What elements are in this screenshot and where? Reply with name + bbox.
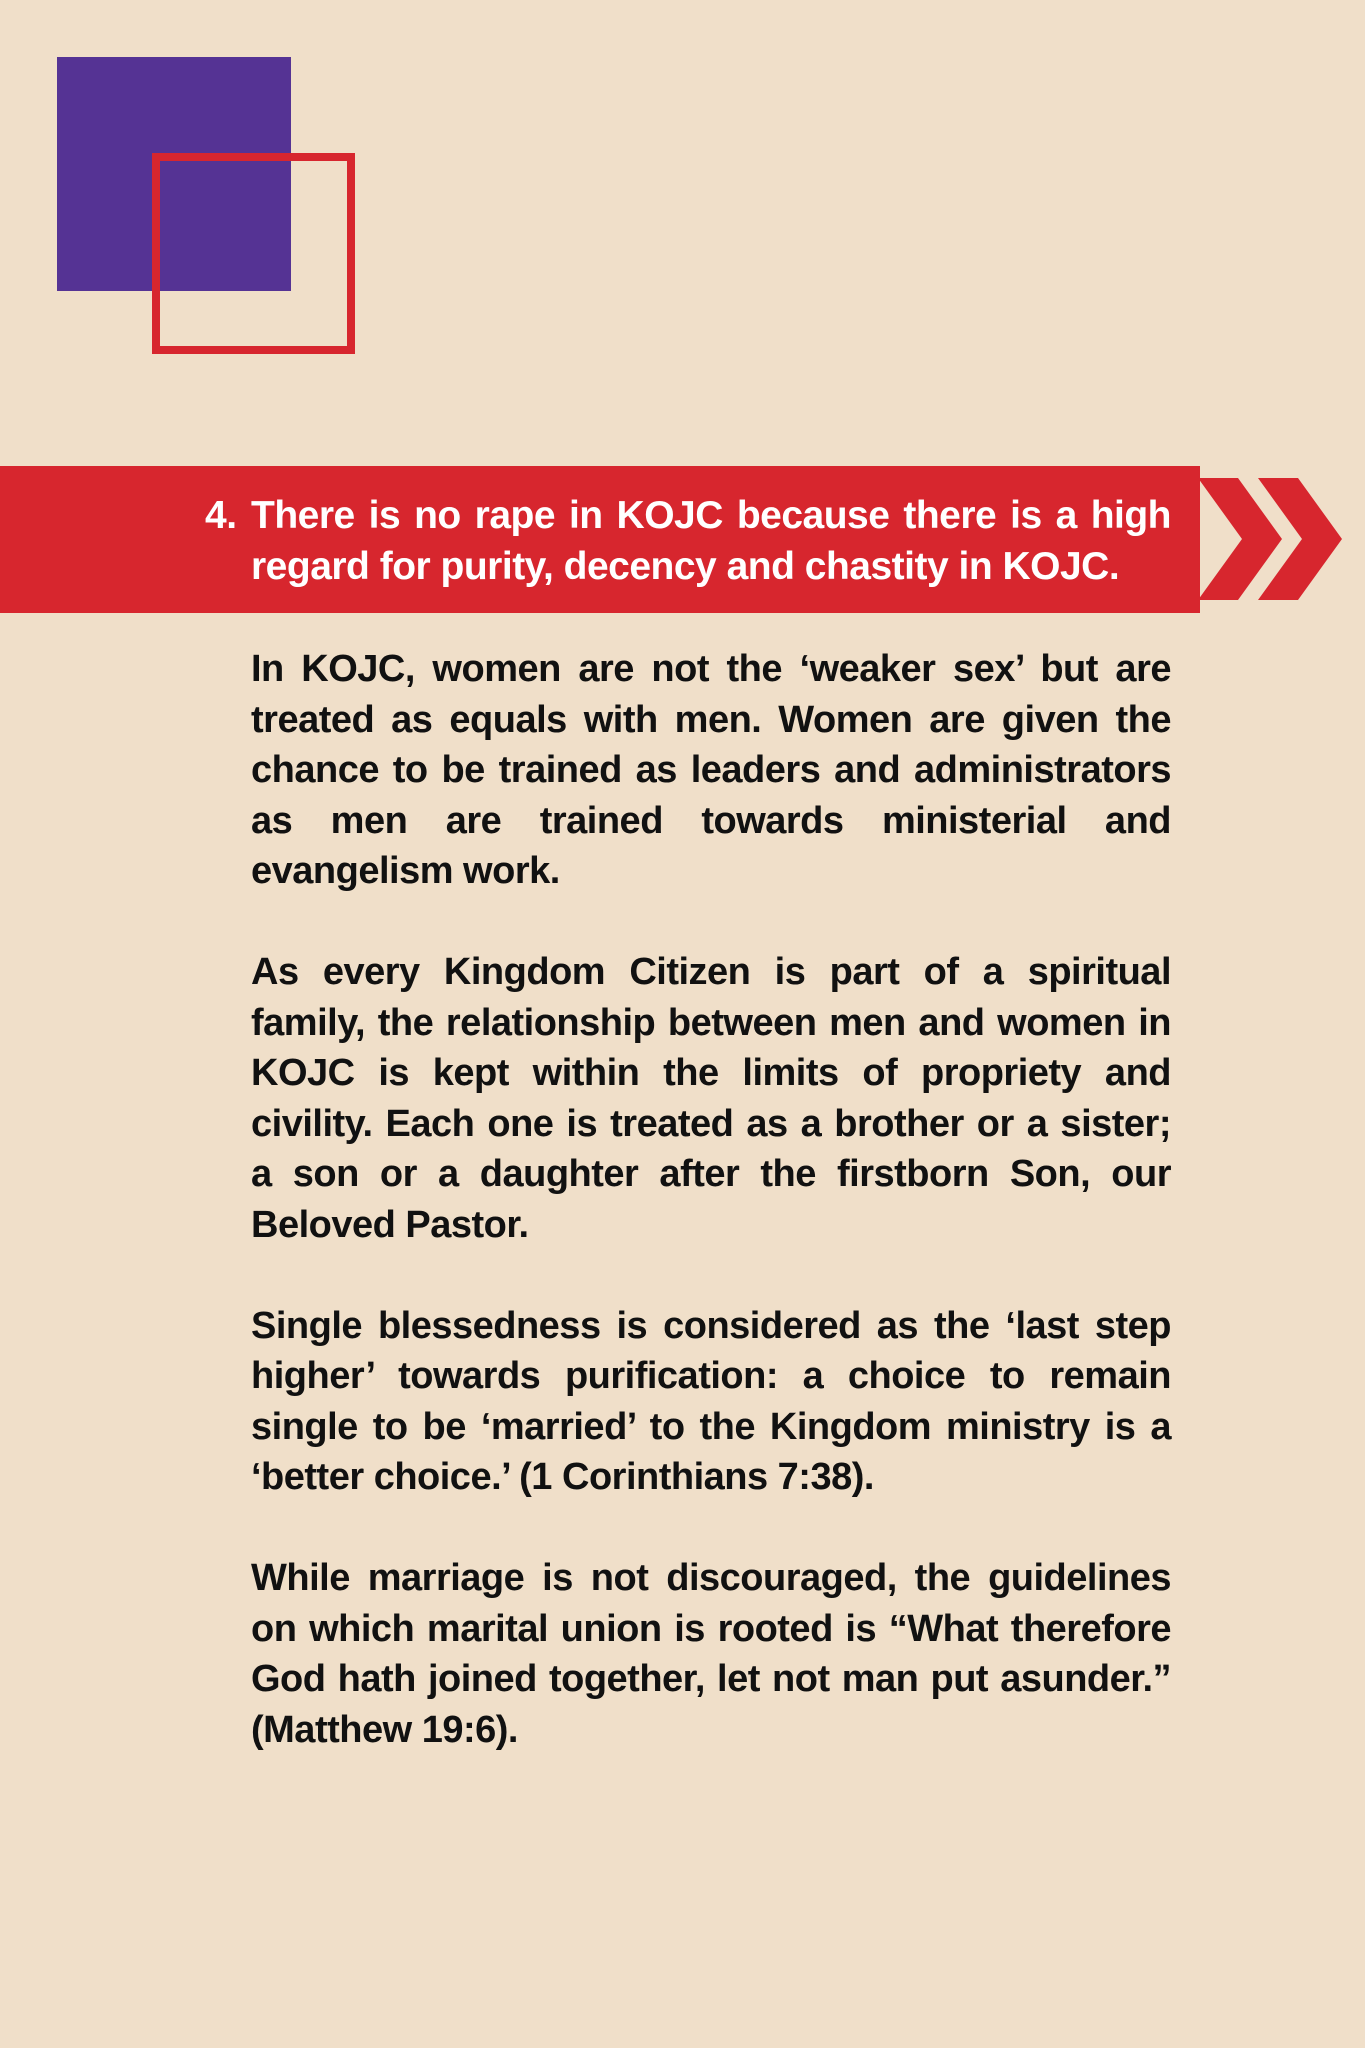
red-frame-decoration — [152, 153, 355, 354]
paragraph-spiritual-family: As every Kingdom Citizen is part of a spiritual family, the relationship between men and women in KOJC is kept within the limits of propriety and civility. Each one is treated as a brother or a sister; a son or a daughter after the firstborn Son, our Beloved Pastor. — [251, 950, 1171, 1246]
heading-number: 4. — [205, 494, 237, 537]
heading-text — [205, 490, 1171, 592]
paragraph-women-equality: In KOJC, women are not the ‘weaker sex’ but are treated as equals with men. Women are given the chance to be trained as leaders and administrators as men are trained towards ministerial and evangelism work. — [251, 648, 1171, 893]
paragraph-single-blessedness: Single blessedness is considered as the ‘last step higher’ towards purification: a choice to remain single to be ‘married’ to the Kingdom ministry is a ‘better choice.’ (1 Corinthians 7:38). — [251, 1304, 1171, 1499]
body-text — [251, 644, 1171, 1805]
heading-title: There is no rape in KOJC because there is a high regard for purity, decency and chastity in KOJC. — [251, 494, 1171, 588]
paragraph-marriage: While marriage is not discouraged, the guidelines on which marital union is rooted is “What therefore God hath joined together, let not man put asunder.” (Matthew 19:6). — [251, 1556, 1171, 1751]
double-chevron-right-icon — [1198, 474, 1354, 604]
